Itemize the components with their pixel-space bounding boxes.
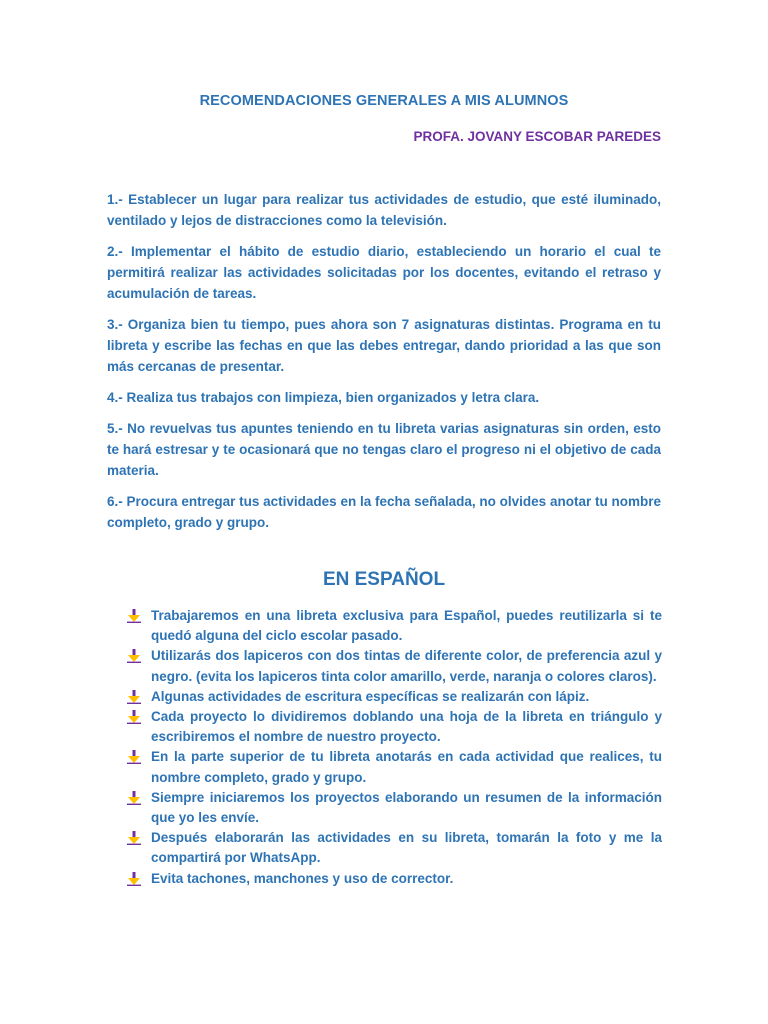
author-name: PROFA. JOVANY ESCOBAR PAREDES	[413, 129, 661, 144]
bullet-text: Trabajaremos en una libreta exclusiva para Español, puedes reutilizarla si te quedó alguna del ciclo escolar pasado.	[151, 608, 662, 644]
bullet-text: Siempre iniciaremos los proyectos elaborando un resumen de la información que yo les envíe.	[151, 789, 662, 826]
arrow-bullet-icon	[127, 710, 141, 724]
recommendation-item: 1.- Establecer un lugar para realizar tus actividades de estudio, que esté iluminado, ventilado y lejos de distracciones como la televisión.	[107, 192, 661, 228]
bullet-item	[127, 788, 662, 828]
section-title-espanol: EN ESPAÑOL	[322, 569, 446, 590]
bullet-item	[127, 606, 662, 646]
recommendation-item: 5.- No revuelvas tus apuntes teniendo en tu libreta varias asignaturas sin orden, esto te hará estresar y te ocasionará que no tengas claro el progreso ni el objetivo de cada materia.	[107, 421, 661, 478]
bullet-text: Evita tachones, manchones y uso de corrector.	[151, 870, 454, 886]
recommendation-item: 6.- Procura entregar tus actividades en la fecha señalada, no olvides anotar tu nombre completo, grado y grupo.	[107, 494, 661, 530]
bullet-item	[127, 747, 662, 787]
arrow-bullet-icon	[127, 791, 141, 805]
bullet-item	[127, 687, 662, 707]
arrow-bullet-icon	[127, 649, 141, 663]
bullet-text: En la parte superior de tu libreta anotarás en cada actividad que realices, tu nombre completo, grado y grupo.	[151, 749, 662, 785]
document-title: RECOMENDACIONES GENERALES A MIS ALUMNOS	[199, 93, 569, 109]
recommendation-item: 3.- Organiza bien tu tiempo, pues ahora son 7 asignaturas distintas. Programa en tu libreta y escribe las fechas en que las debes entregar, dando prioridad a las que son más cercanas de presentar.	[107, 316, 661, 374]
bullet-item	[127, 828, 662, 868]
arrow-bullet-icon	[127, 690, 141, 704]
recommendation-item: 4.- Realiza tus trabajos con limpieza, bien organizados y letra clara.	[107, 389, 540, 405]
arrow-bullet-icon	[127, 609, 141, 623]
bullet-text: Utilizarás dos lapiceros con dos tintas de diferente color, de preferencia azul y negro. (evita los lapiceros tinta color amarillo, verde, naranja o colores claros).	[151, 648, 662, 684]
recommendation-item: 2.- Implementar el hábito de estudio diario, estableciendo un horario el cual te permitirá realizar las actividades solicitadas por los docentes, evitando el retraso y acumulación de tareas.	[107, 244, 661, 301]
bullet-text: Algunas actividades de escritura específicas se realizarán con lápiz.	[151, 688, 590, 704]
bullet-item	[127, 869, 662, 889]
bullet-item	[127, 707, 662, 747]
arrow-bullet-icon	[127, 872, 141, 886]
bullet-item	[127, 646, 662, 686]
bullet-text: Después elaborarán las actividades en su libreta, tomarán la foto y me la compartirá por WhatsApp.	[151, 830, 662, 866]
arrow-bullet-icon	[127, 750, 141, 764]
arrow-bullet-icon	[127, 831, 141, 845]
recommendations-list	[107, 190, 661, 544]
espanol-bullet-list	[127, 606, 662, 889]
bullet-text: Cada proyecto lo dividiremos doblando una hoja de la libreta en triángulo y escribiremos el nombre de nuestro proyecto.	[151, 709, 662, 745]
